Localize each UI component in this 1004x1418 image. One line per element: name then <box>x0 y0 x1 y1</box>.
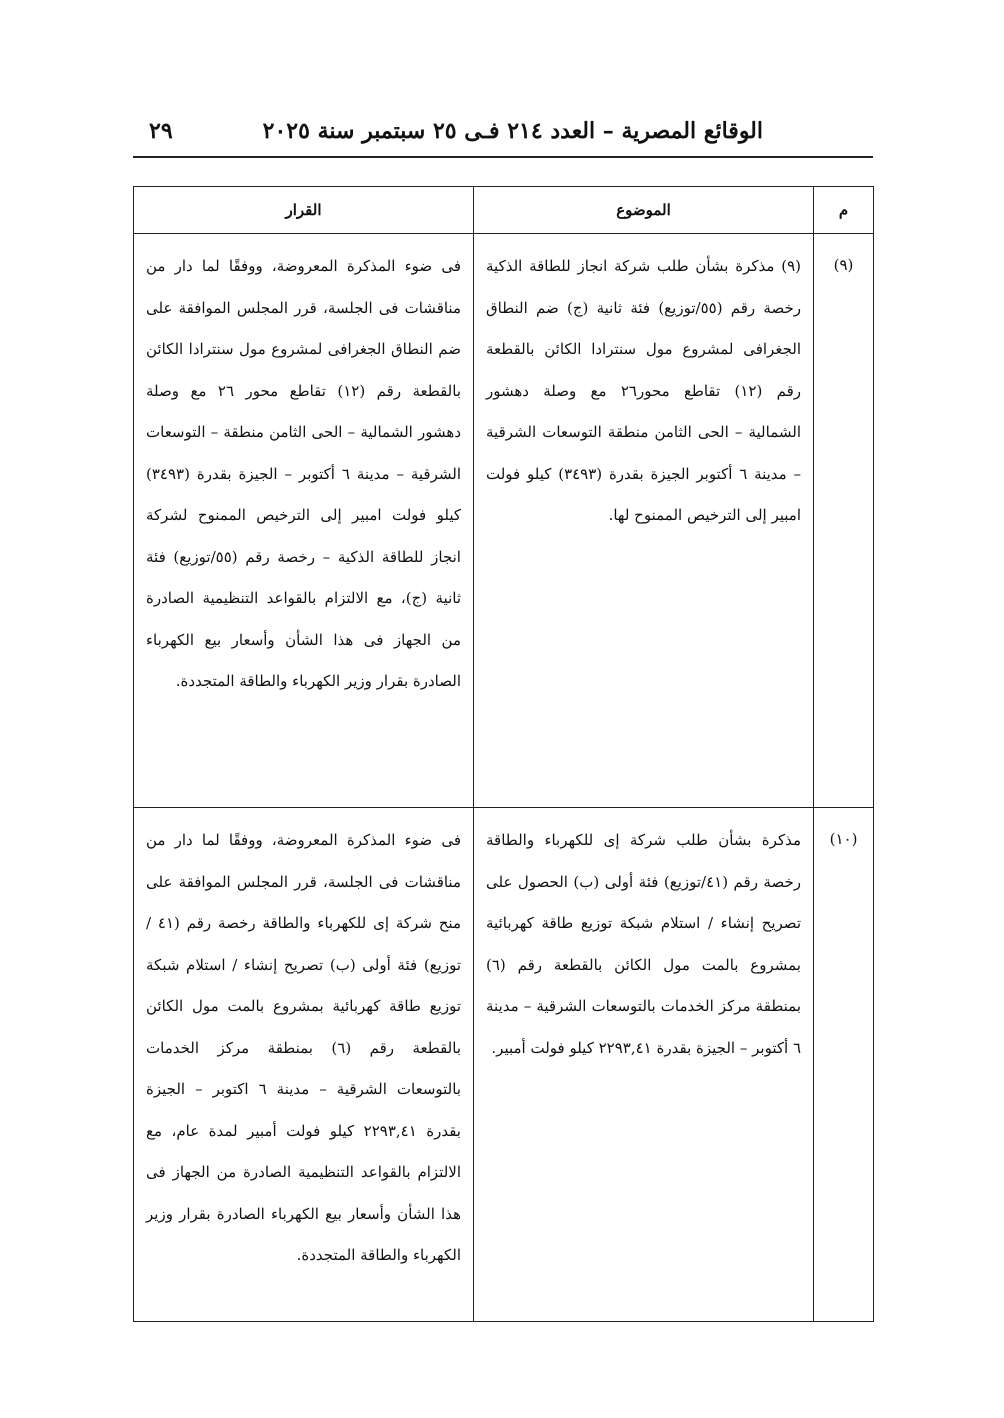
page-number: ٢٩ <box>149 118 173 144</box>
column-header-decision: القرار <box>134 187 474 234</box>
row-number: (٩) <box>814 234 874 808</box>
page-header <box>133 108 873 158</box>
table-header-row <box>134 187 874 234</box>
header-title: الوقائع المصرية – العدد ٢١٤ فـى ٢٥ سبتمبر سنة ٢٠٢٥ <box>262 118 763 144</box>
row-number: (١٠) <box>814 808 874 1322</box>
row-subject: (٩) مذكرة بشأن طلب شركة انجاز للطاقة الذكية رخصة رقم (٥٥/توزيع) فئة ثانية (ج) ضم النطاق الجغرافى لمشروع مول سنترادا الكائن بالقطعة رقم (١٢) تقاطع محور٢٦ مع وصلة دهشور الشمالية – الحى الثامن منطقة التوسعات الشرقية – مدينة ٦ أكتوبر الجيزة بقدرة (٣٤٩٣) كيلو فولت امبير إلى الترخيص الممنوح لها. <box>474 234 814 808</box>
decisions-table <box>133 186 874 1322</box>
column-header-num: م <box>814 187 874 234</box>
table-row <box>134 234 874 808</box>
row-subject: مذكرة بشأن طلب شركة إى للكهرباء والطاقة رخصة رقم (٤١/توزيع) فئة أولى (ب) الحصول على تصريح إنشاء / استلام شبكة توزيع طاقة كهربائية بمشروع بالمت مول الكائن بالقطعة رقم (٦) بمنطقة مركز الخدمات بالتوسعات الشرقية – مدينة ٦ أكتوبر – الجيزة بقدرة ٢٢٩٣,٤١ كيلو فولت أمبير. <box>474 808 814 1322</box>
row-decision: فى ضوء المذكرة المعروضة، ووفقًا لما دار من مناقشات فى الجلسة، قرر المجلس الموافقة على ضم النطاق الجغرافى لمشروع مول سنترادا الكائن بالقطعة رقم (١٢) تقاطع محور ٢٦ مع وصلة دهشور الشمالية – الحى الثامن منطقة – التوسعات الشرقية – مدينة ٦ أكتوبر – الجيزة بقدرة (٣٤٩٣) كيلو فولت امبير إلى الترخيص الممنوح لشركة انجاز للطاقة الذكية – رخصة رقم (٥٥/توزيع) فئة ثانية (ج)، مع الالتزام بالقواعد التنظيمية الصادرة من الجهاز فى هذا الشأن وأسعار بيع الكهرباء الصادرة بقرار وزير الكهرباء والطاقة المتجددة. <box>134 234 474 808</box>
column-header-subject: الموضوع <box>474 187 814 234</box>
table-row <box>134 808 874 1322</box>
row-decision: فى ضوء المذكرة المعروضة، ووفقًا لما دار من مناقشات فى الجلسة، قرر المجلس الموافقة على منح شركة إى للكهرباء والطاقة رخصة رقم (٤١ / توزيع) فئة أولى (ب) تصريح إنشاء / استلام شبكة توزيع طاقة كهربائية بمشروع بالمت مول الكائن بالقطعة رقم (٦) بمنطقة مركز الخدمات بالتوسعات الشرقية – مدينة ٦ اكتوبر – الجيزة بقدرة ٢٢٩٣,٤١ كيلو فولت أمبير لمدة عام، مع الالتزام بالقواعد التنظيمية الصادرة من الجهاز فى هذا الشأن وأسعار بيع الكهرباء الصادرة بقرار وزير الكهرباء والطاقة المتجددة. <box>134 808 474 1322</box>
